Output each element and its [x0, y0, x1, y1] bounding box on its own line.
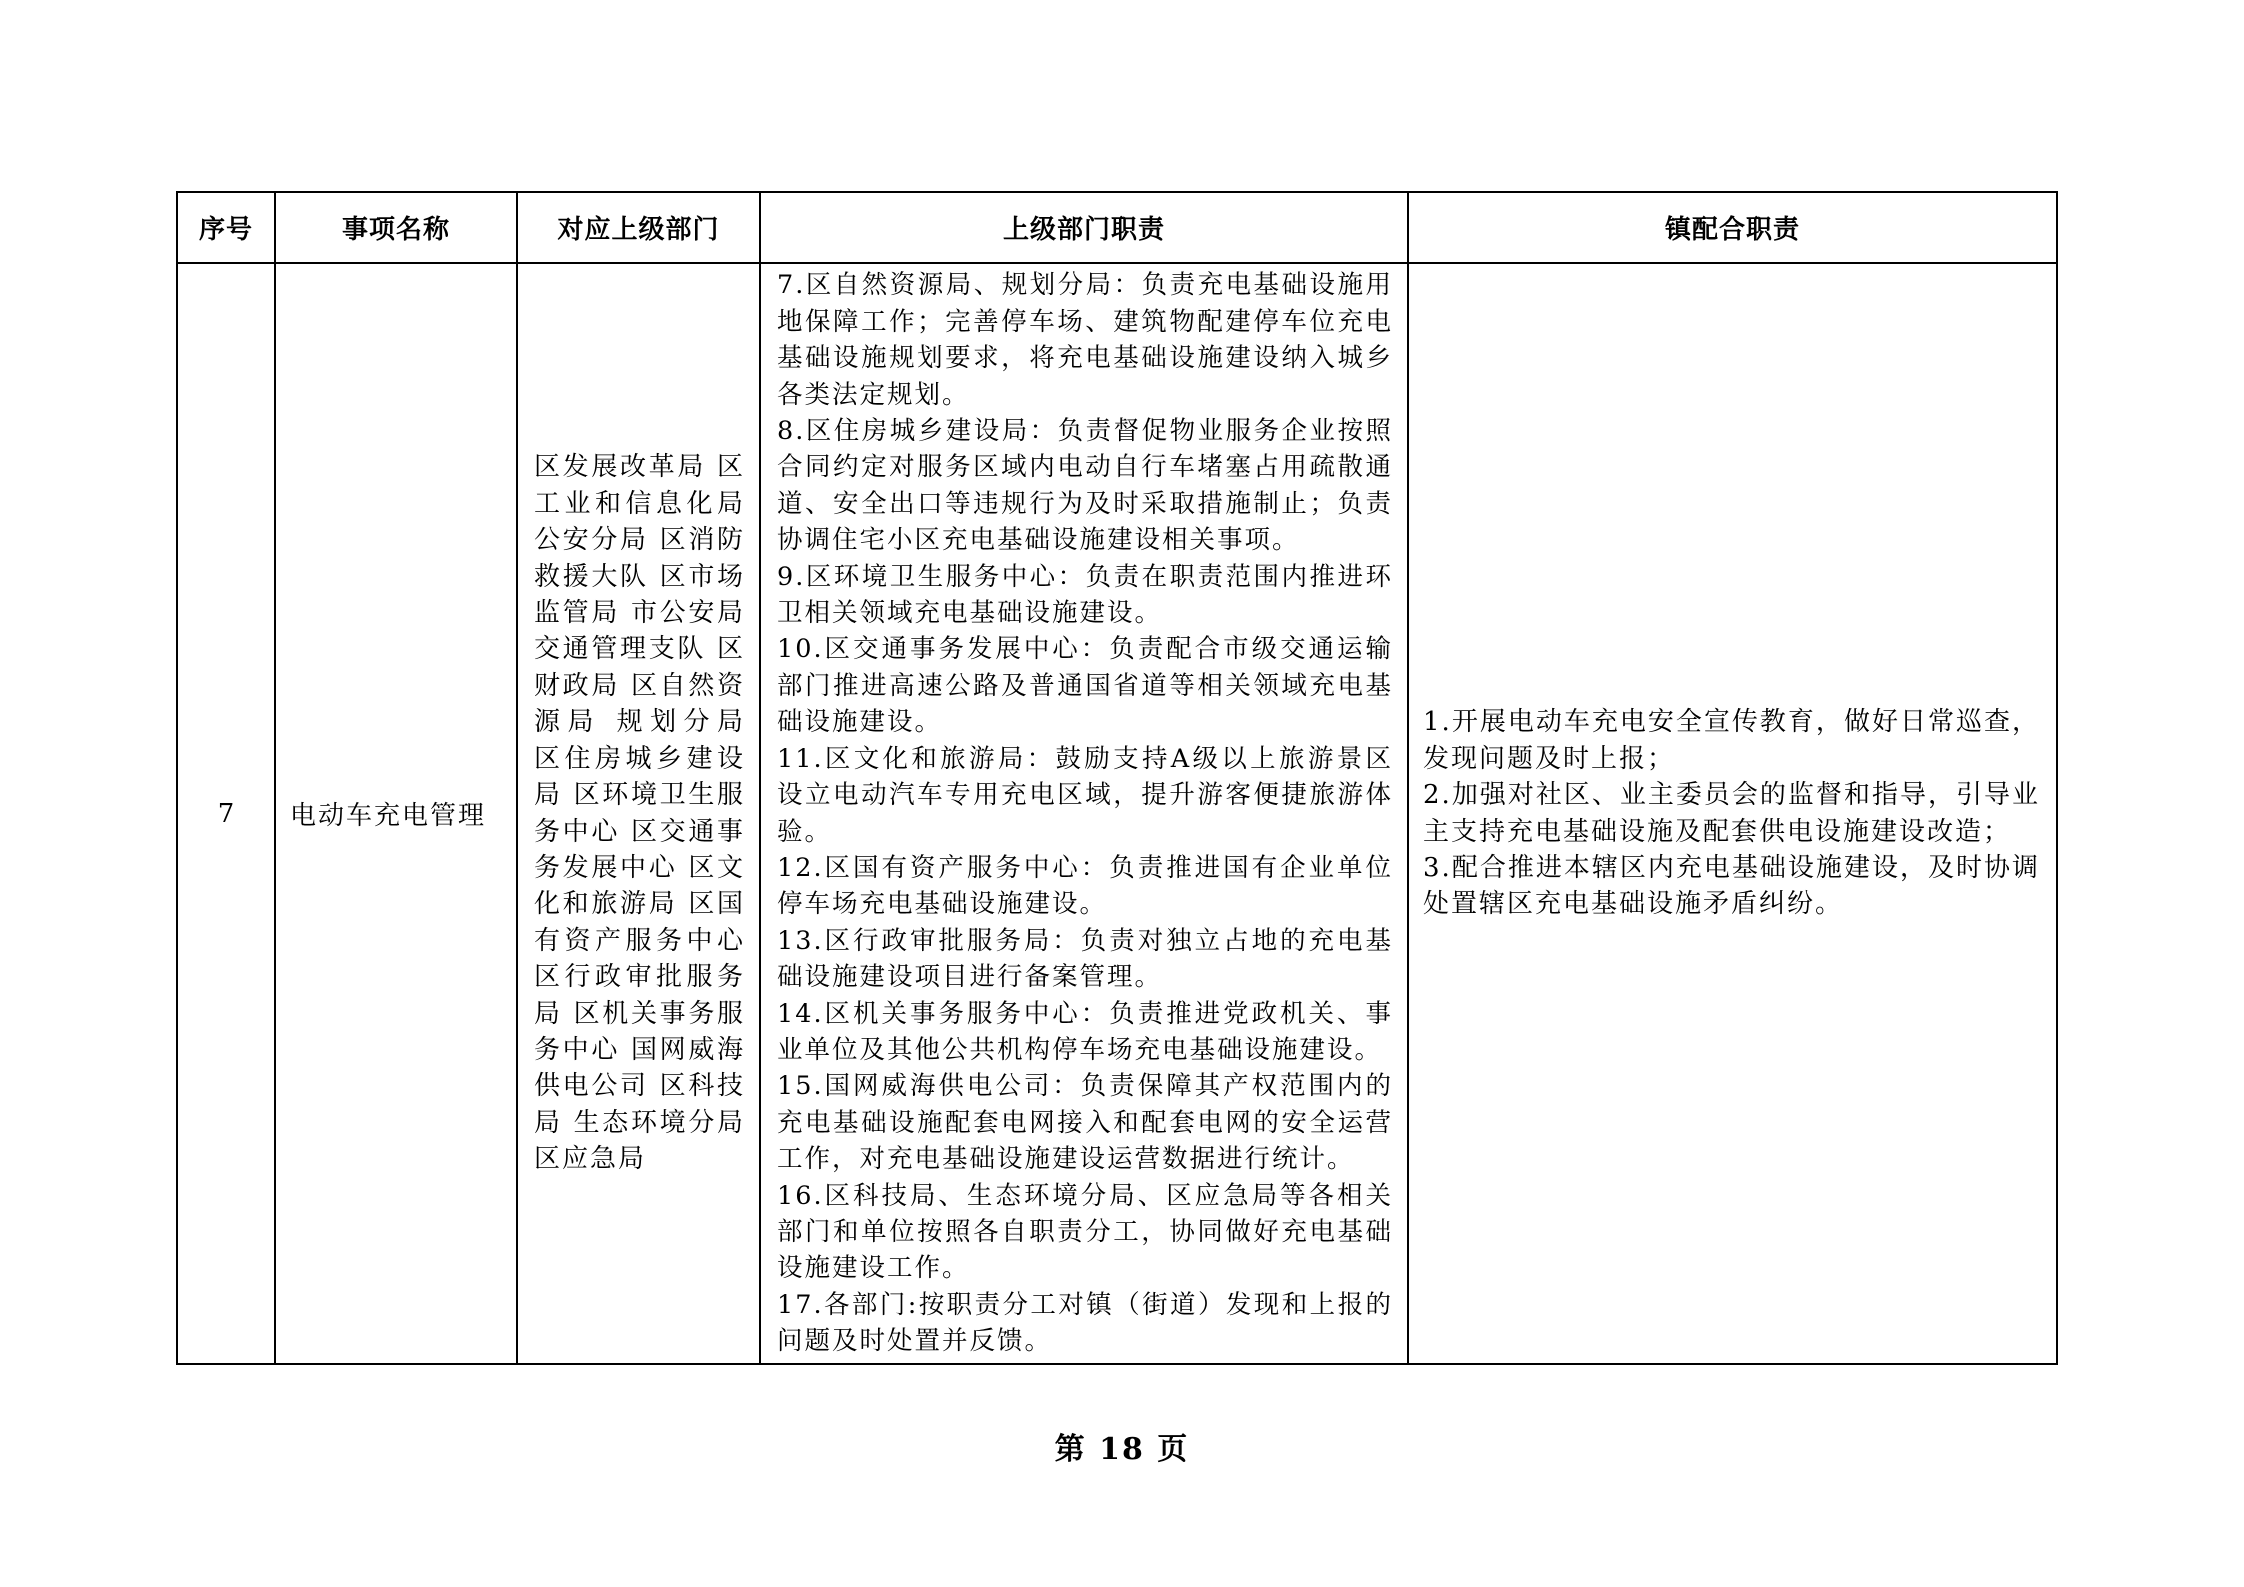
row-upper-duty-cell	[760, 263, 1408, 1364]
row-seq: 7	[177, 263, 275, 1364]
town-duty-list	[1409, 704, 2056, 922]
row-dept-cell	[517, 263, 760, 1364]
upper-duty-item: 8.区住房城乡建设局：负责督促物业服务企业按照合同约定对服务区域内电动自行车堵塞占用疏散通道、安全出口等违规行为及时采取措施制止；负责协调住宅小区充电基础设施建设相关事项。	[777, 416, 1393, 556]
upper-duty-item: 12.区国有资产服务中心：负责推进国有企业单位停车场充电基础设施建设。	[777, 852, 1393, 920]
upper-duty-item: 14.区机关事务服务中心：负责推进党政机关、事业单位及其他公共机构停车场充电基础设施建设。	[777, 998, 1393, 1065]
header-seq: 序号	[177, 192, 275, 263]
upper-duty-item: 7.区自然资源局、规划分局：负责充电基础设施用地保障工作；完善停车场、建筑物配建停车位充电基础设施规划要求，将充电基础设施建设纳入城乡各类法定规划。	[777, 270, 1393, 410]
upper-duty-item: 9.区环境卫生服务中心：负责在职责范围内推进环卫相关领域充电基础设施建设。	[777, 561, 1393, 629]
upper-duty-list	[761, 267, 1407, 1359]
row-item-name: 电动车充电管理	[275, 263, 517, 1364]
table-header-row	[177, 192, 2057, 263]
header-item-name: 事项名称	[275, 192, 517, 263]
table-row	[177, 263, 2057, 1364]
upper-duty-item: 10.区交通事务发展中心：负责配合市级交通运输部门推进高速公路及普通国省道等相关领域充电基础设施建设。	[777, 634, 1393, 738]
page-number: 第 18 页	[1054, 1432, 1190, 1467]
upper-duty-item: 17.各部门:按职责分工对镇（街道）发现和上报的问题及时处置并反馈。	[777, 1289, 1393, 1357]
upper-duty-item: 11.区文化和旅游局：鼓励支持A级以上旅游景区设立电动汽车专用充电区域，提升游客便捷旅游体验。	[777, 743, 1393, 847]
header-dept: 对应上级部门	[517, 192, 760, 263]
responsibility-table	[176, 191, 2058, 1365]
upper-duty-item: 16.区科技局、生态环境分局、区应急局等各相关部门和单位按照各自职责分工，协同做好充电基础设施建设工作。	[777, 1180, 1393, 1284]
town-duty-item: 2.加强对社区、业主委员会的监督和指导，引导业主支持充电基础设施及配套供电设施建设改造；	[1423, 780, 2040, 847]
header-town-duty: 镇配合职责	[1408, 192, 2057, 263]
town-duty-item: 3.配合推进本辖区内充电基础设施建设，及时协调处置辖区充电基础设施矛盾纠纷。	[1423, 852, 2040, 920]
upper-duty-item: 15.国网威海供电公司：负责保障其产权范围内的充电基础设施配套电网接入和配套电网的安全运营工作，对充电基础设施建设运营数据进行统计。	[777, 1071, 1393, 1175]
row-town-duty-cell	[1408, 263, 2057, 1364]
header-upper-duty: 上级部门职责	[760, 192, 1408, 263]
town-duty-item: 1.开展电动车充电安全宣传教育，做好日常巡查，发现问题及时上报；	[1423, 707, 2040, 774]
upper-duty-item: 13.区行政审批服务局：负责对独立占地的充电基础设施建设项目进行备案管理。	[777, 925, 1393, 993]
row-dept: 区发展改革局 区工业和信息化局 公安分局 区消防救援大队 区市场监管局 市公安局交通管理支队 区财政局 区自然资源局 规划分局 区住房城乡建设局 区环境卫生服务中心 区交通事务发展中心 区文化和旅游局 区国有资产服务中心 区行政审批服务局 区机关事务服务中心 国网威海供电公司 区科技局 生态环境分局 区应急局	[534, 452, 745, 1175]
